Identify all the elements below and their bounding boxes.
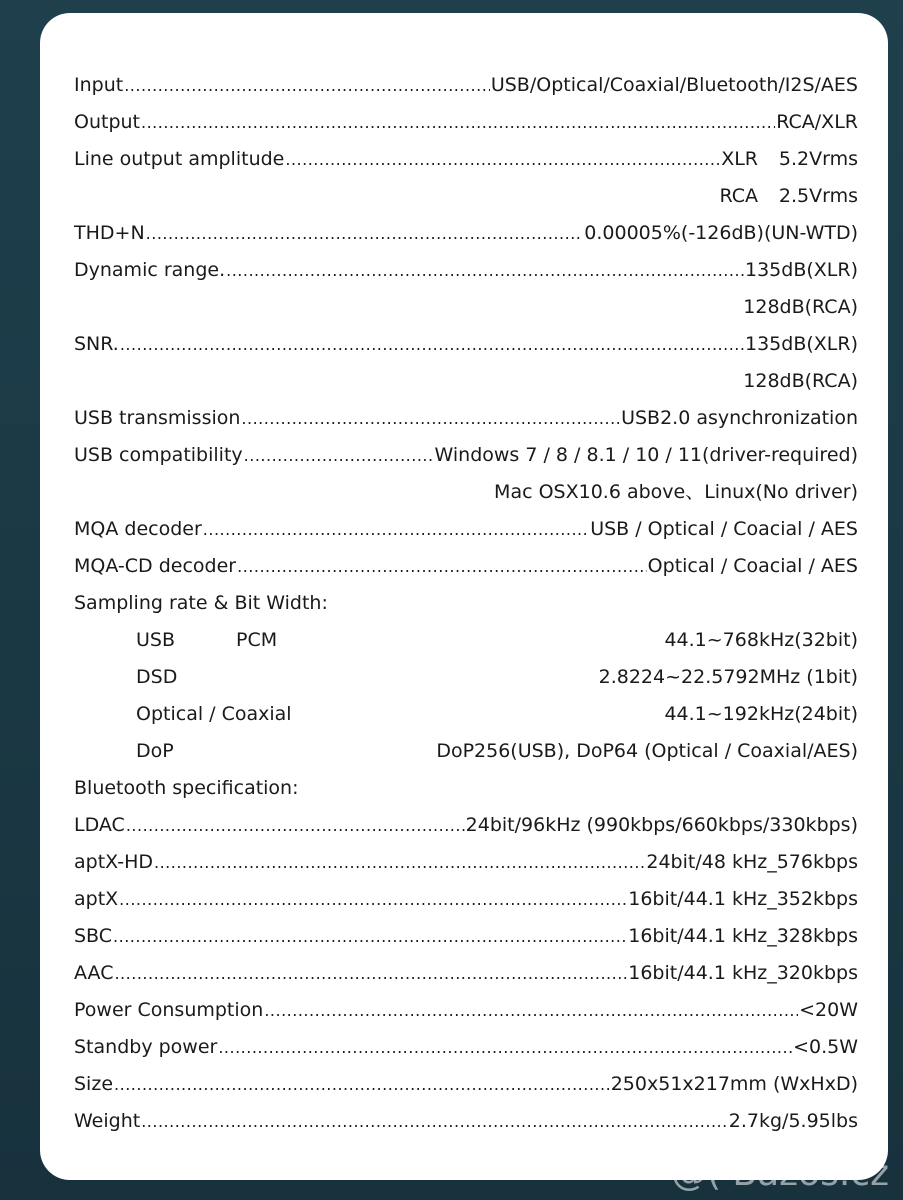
spec-label: SBC bbox=[74, 925, 113, 947]
leader-dots bbox=[124, 71, 490, 101]
leader-dots bbox=[226, 256, 744, 286]
spec-label: Weight bbox=[74, 1110, 141, 1132]
leader-dots bbox=[285, 145, 720, 175]
spec-label: AAC bbox=[74, 962, 114, 984]
spec-row-aptx bbox=[74, 884, 858, 914]
spec-label: Dynamic range. bbox=[74, 259, 226, 281]
spec-row-standby bbox=[74, 1032, 858, 1062]
xlr-value: 5.2Vrms bbox=[778, 148, 858, 170]
sampling-source: USB bbox=[136, 629, 176, 651]
sampling-source: Optical / Coaxial bbox=[136, 703, 292, 725]
spec-value: 250x51x217mm (WxHxD) bbox=[610, 1073, 858, 1095]
spec-row-thd bbox=[74, 218, 858, 248]
spec-row-aac bbox=[74, 958, 858, 988]
spec-label: aptX bbox=[74, 888, 119, 910]
leader-dots bbox=[244, 441, 434, 471]
spec-label: THD+N bbox=[74, 222, 145, 244]
rca-value: 2.5Vrms bbox=[778, 185, 858, 207]
sampling-source: DSD bbox=[136, 666, 178, 688]
spec-label: USB compatibility bbox=[74, 444, 243, 466]
spec-value: 24bit/48 kHz_576kbps bbox=[646, 851, 858, 873]
spec-row-usb-compatibility bbox=[74, 440, 858, 470]
leader-dots bbox=[119, 885, 627, 915]
spec-value: USB / Optical / Coacial / AES bbox=[590, 518, 858, 540]
spec-row-usb-transmission bbox=[74, 403, 858, 433]
spec-value: Windows 7 / 8 / 8.1 / 10 / 11(driver-required) bbox=[434, 444, 858, 466]
spec-label: aptX-HD bbox=[74, 851, 153, 873]
leader-dots bbox=[114, 959, 627, 989]
spec-label: Input bbox=[74, 74, 124, 96]
spec-row-dynamic-range bbox=[74, 255, 858, 285]
spec-row-snr bbox=[74, 329, 858, 359]
xlr-label: XLR bbox=[721, 148, 758, 170]
spec-row-power bbox=[74, 995, 858, 1025]
leader-dots bbox=[203, 515, 589, 545]
spec-value: Optical / Coacial / AES bbox=[647, 555, 858, 577]
leader-dots bbox=[126, 811, 465, 841]
bluetooth-heading: Bluetooth specification: bbox=[74, 777, 299, 799]
spec-row-line-output bbox=[74, 144, 858, 174]
spec-label: Line output amplitude bbox=[74, 148, 285, 170]
spec-value: 16bit/44.1 kHz_320kbps bbox=[628, 962, 858, 984]
spec-value: USB/Optical/Coaxial/Bluetooth/I2S/AES bbox=[490, 74, 858, 96]
spec-value: 24bit/96kHz (990kbps/660kbps/330kbps) bbox=[465, 814, 858, 836]
spec-continuation: Mac OSX10.6 above、Linux(No driver) bbox=[494, 481, 858, 503]
spec-label: MQA-CD decoder bbox=[74, 555, 237, 577]
spec-value: 16bit/44.1 kHz_328kbps bbox=[628, 925, 858, 947]
spec-row-weight bbox=[74, 1106, 858, 1136]
sampling-value: 2.8224~22.5792MHz (1bit) bbox=[598, 666, 858, 688]
spec-row-output bbox=[74, 107, 858, 137]
sampling-value: 44.1~768kHz(32bit) bbox=[664, 629, 858, 651]
spec-continuation: 128dB(RCA) bbox=[743, 296, 858, 318]
spec-row-sbc bbox=[74, 921, 858, 951]
leader-dots bbox=[237, 552, 647, 582]
spec-label: Size bbox=[74, 1073, 114, 1095]
spec-label: USB transmission bbox=[74, 407, 241, 429]
spec-continuation-rca bbox=[719, 181, 858, 211]
leader-dots bbox=[241, 404, 620, 434]
spec-label: Power Consumption bbox=[74, 999, 264, 1021]
spec-row-input bbox=[74, 70, 858, 100]
sampling-source: DoP bbox=[136, 740, 174, 762]
spec-label: Standby power bbox=[74, 1036, 218, 1058]
spec-value: 0.00005%(-126dB)(UN-WTD) bbox=[584, 222, 858, 244]
spec-label: Output bbox=[74, 111, 140, 133]
spec-value: 2.7kg/5.95lbs bbox=[728, 1110, 858, 1132]
spec-value: RCA/XLR bbox=[776, 111, 858, 133]
spec-value: 135dB(XLR) bbox=[745, 333, 858, 355]
leader-dots bbox=[146, 219, 584, 249]
sampling-format: PCM bbox=[236, 629, 278, 651]
spec-value: 16bit/44.1 kHz_352kbps bbox=[628, 888, 858, 910]
spec-value: <20W bbox=[799, 999, 858, 1021]
spec-value: <0.5W bbox=[793, 1036, 858, 1058]
leader-dots bbox=[120, 330, 744, 360]
leader-dots bbox=[141, 1107, 728, 1137]
sampling-value: DoP256(USB), DoP64 (Optical / Coaxial/AES) bbox=[436, 740, 858, 762]
spec-label: SNR. bbox=[74, 333, 119, 355]
spec-row-aptx-hd bbox=[74, 847, 858, 877]
spec-value: USB2.0 asynchronization bbox=[621, 407, 858, 429]
spec-row-mqa-decoder bbox=[74, 514, 858, 544]
spec-label: MQA decoder bbox=[74, 518, 202, 540]
spec-value bbox=[721, 144, 858, 174]
leader-dots bbox=[218, 1033, 792, 1063]
leader-dots bbox=[113, 922, 627, 952]
leader-dots bbox=[114, 1070, 610, 1100]
leader-dots bbox=[141, 108, 775, 138]
rca-label: RCA bbox=[719, 185, 758, 207]
spec-continuation: 128dB(RCA) bbox=[743, 370, 858, 392]
spec-row-ldac bbox=[74, 810, 858, 840]
sampling-heading: Sampling rate & Bit Width: bbox=[74, 592, 328, 614]
sampling-value: 44.1~192kHz(24bit) bbox=[664, 703, 858, 725]
leader-dots bbox=[264, 996, 798, 1026]
spec-label: LDAC bbox=[74, 814, 125, 836]
spec-row-size bbox=[74, 1069, 858, 1099]
spec-row-mqa-cd-decoder bbox=[74, 551, 858, 581]
spec-value: 135dB(XLR) bbox=[745, 259, 858, 281]
spec-card bbox=[40, 13, 888, 1180]
leader-dots bbox=[154, 848, 645, 878]
watermark: @( Bazos.cz bbox=[670, 1153, 889, 1194]
